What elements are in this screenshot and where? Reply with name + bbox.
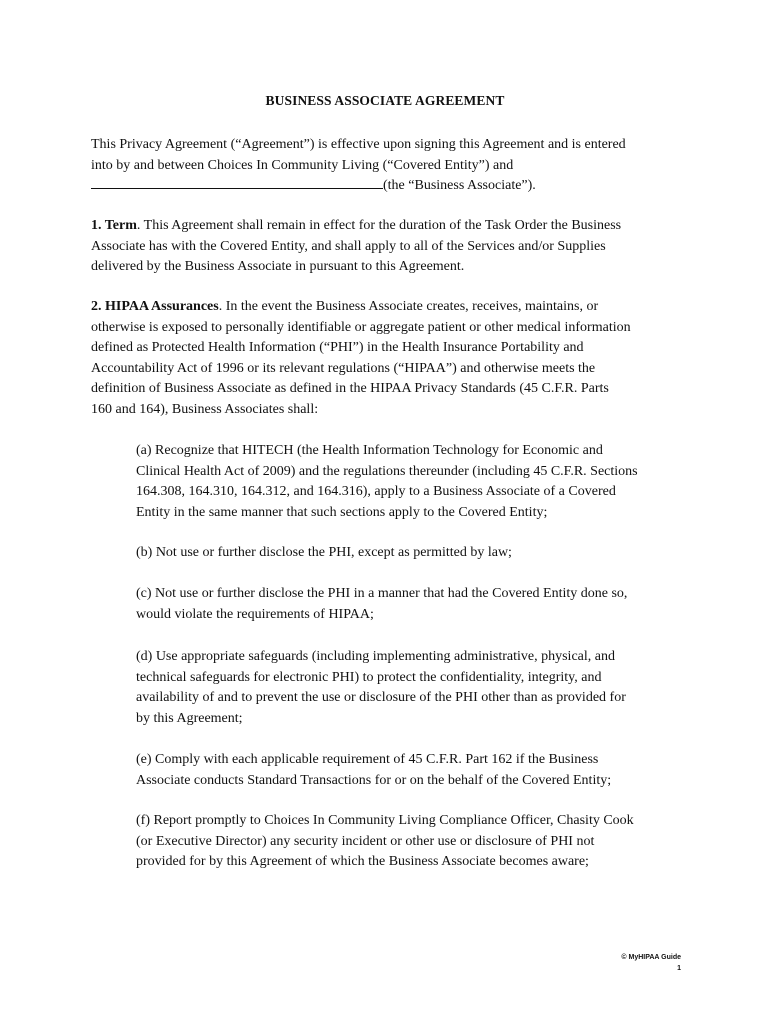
- item-line: Associate conducts Standard Transactions for or on the behalf of the Covered Entity;: [136, 772, 612, 788]
- item-line: by this Agreement;: [136, 710, 243, 726]
- item-c: [136, 584, 696, 625]
- item-line: would violate the requirements of HIPAA;: [136, 606, 374, 622]
- term-line: delivered by the Business Associate in pursuant to this Agreement.: [91, 259, 465, 274]
- hipaa-paragraph: [91, 297, 691, 420]
- term-first-line-text: . This Agreement shall remain in effect for the duration of the Task Order the Business: [136, 218, 622, 233]
- item-b: [136, 543, 696, 564]
- term-paragraph: [91, 216, 691, 278]
- item-line: Entity in the same manner that such sections apply to the Covered Entity;: [136, 504, 548, 520]
- item-line: (e) Comply with each applicable requirement of 45 C.F.R. Part 162 if the Business: [136, 752, 599, 767]
- footer-copyright: © MyHIPAA Guide: [621, 954, 681, 961]
- item-line: (f) Report promptly to Choices In Community Living Compliance Officer, Chasity Cook: [136, 813, 634, 828]
- item-line: (c) Not use or further disclose the PHI in a manner that had the Covered Entity done so,: [136, 586, 628, 601]
- item-line: provided for by this Agreement of which the Business Associate becomes aware;: [136, 854, 589, 869]
- item-line: Clinical Health Act of 2009) and the regulations thereunder (including 45 C.F.R. Sections: [136, 463, 638, 479]
- hipaa-line: defined as Protected Health Information (“PHI”) in the Health Insurance Portability and: [91, 340, 584, 355]
- item-line: (d) Use appropriate safeguards (including implementing administrative, physical, and: [136, 649, 615, 664]
- term-heading: 1. Term: [91, 218, 137, 233]
- page-number: 1: [677, 965, 681, 972]
- hipaa-line: Accountability Act of 1996 or its relevant regulations (“HIPAA”) and otherwise meets the: [91, 360, 596, 376]
- intro-blank-suffix: (the “Business Associate”).: [383, 178, 536, 193]
- hipaa-first-line-text: . In the event the Business Associate creates, receives, maintains, or: [218, 299, 599, 314]
- item-line: (a) Recognize that HITECH (the Health Information Technology for Economic and: [136, 443, 603, 458]
- item-a: [136, 441, 696, 523]
- hipaa-line: definition of Business Associate as defined in the HIPAA Privacy Standards (45 C.F.R. Parts: [91, 381, 609, 396]
- term-first-line: [91, 216, 691, 237]
- item-line: technical safeguards for electronic PHI) to protect the confidentiality, integrity, and: [136, 669, 602, 685]
- item-line: availability of and to prevent the use or disclosure of the PHI other than as provided for: [136, 690, 626, 705]
- intro-line: This Privacy Agreement (“Agreement”) is effective upon signing this Agreement and is entered: [91, 137, 626, 152]
- hipaa-line: 160 and 164), Business Associates shall:: [91, 401, 319, 417]
- item-d: [136, 647, 696, 729]
- item-line: (b) Not use or further disclose the PHI, except as permitted by law;: [136, 545, 512, 560]
- intro-line: [91, 176, 691, 197]
- document-title: BUSINESS ASSOCIATE AGREEMENT: [265, 93, 505, 108]
- business-associate-name-blank[interactable]: [91, 176, 383, 189]
- term-line: Associate has with the Covered Entity, and shall apply to all of the Services and/or Supplies: [91, 238, 606, 254]
- item-f: [136, 811, 696, 873]
- item-line: 164.308, 164.310, 164.312, and 164.316), apply to a Business Associate of a Covered: [136, 484, 616, 499]
- item-e: [136, 750, 696, 791]
- hipaa-line: otherwise is exposed to personally identifiable or aggregate patient or other medical information: [91, 319, 631, 335]
- hipaa-first-line: [91, 297, 691, 318]
- intro-line: into by and between Choices In Community Living (“Covered Entity”) and: [91, 157, 514, 173]
- item-line: (or Executive Director) any security incident or other use or disclosure of PHI not: [136, 833, 595, 849]
- hipaa-heading: 2. HIPAA Assurances: [91, 299, 219, 314]
- intro-paragraph: [91, 135, 691, 197]
- page-footer: [621, 952, 681, 974]
